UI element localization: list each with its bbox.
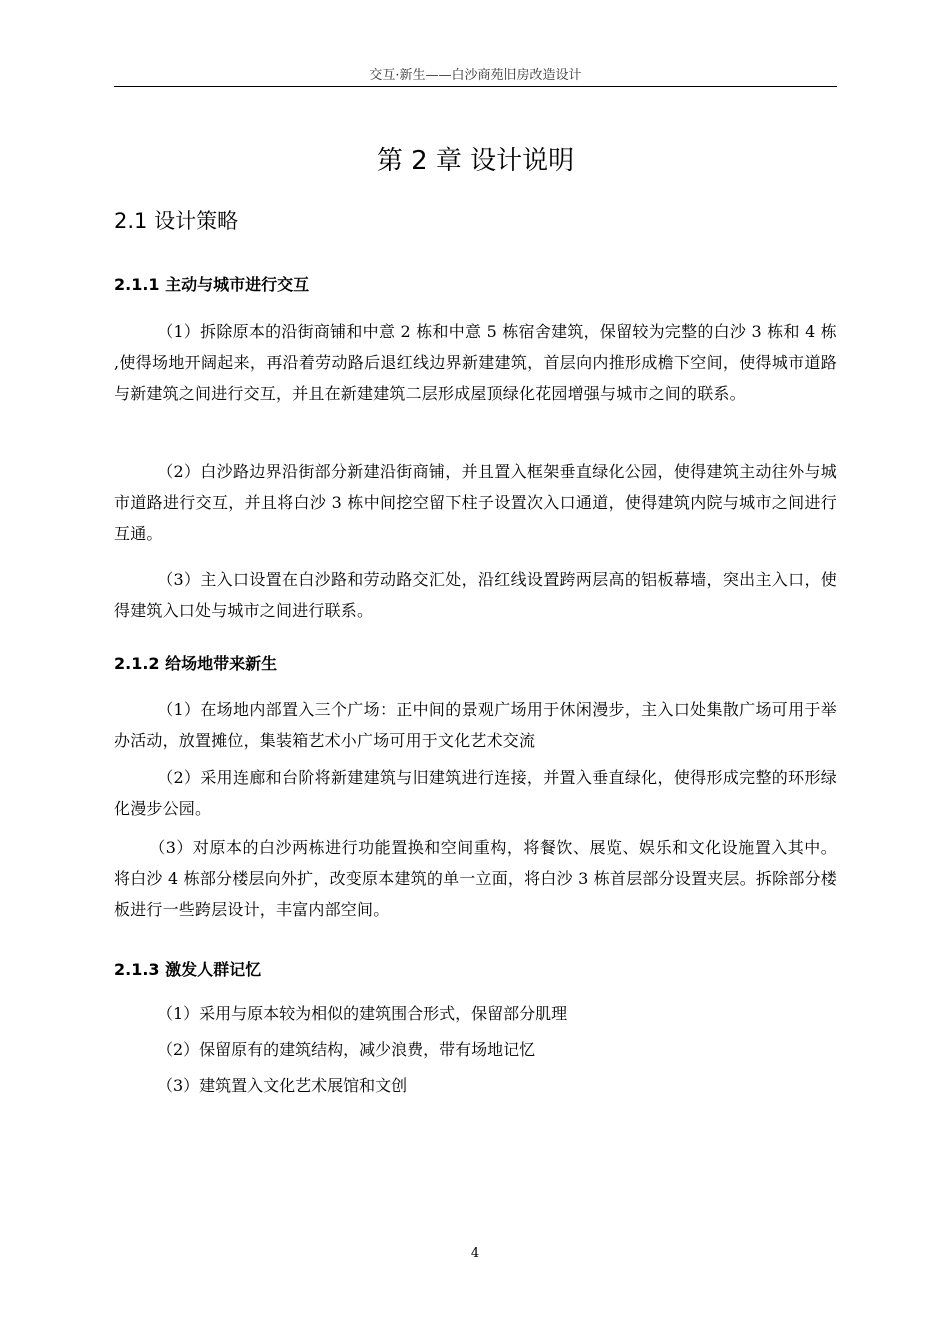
chapter-title: 第 2 章 设计说明 bbox=[376, 146, 575, 176]
paragraph: （1）在场地内部置入三个广场：正中间的景观广场用于休闲漫步，主入口处集散广场可用于举办活动，放置摊位，集装箱艺术小广场可用于文化艺术交流 bbox=[114, 700, 837, 750]
page-number: 4 bbox=[470, 1246, 480, 1261]
section-title: 2.1 设计策略 bbox=[114, 209, 239, 233]
subsection-title-2-1-1: 2.1.1 主动与城市进行交互 bbox=[114, 275, 310, 294]
list-item: （2）保留原有的建筑结构，减少浪费，带有场地记忆 bbox=[157, 1040, 536, 1059]
subsection-title-2-1-2: 2.1.2 给场地带来新生 bbox=[114, 654, 278, 673]
paragraph: （3）主入口设置在白沙路和劳动路交汇处，沿红线设置跨两层高的铝板幕墙，突出主入口，使得建筑入口处与城市之间进行联系。 bbox=[114, 570, 837, 620]
paragraph: （2）采用连廊和台阶将新建建筑与旧建筑进行连接，并置入垂直绿化，使得形成完整的环形绿化漫步公园。 bbox=[114, 768, 837, 818]
paragraph: （2）白沙路边界沿街部分新建沿街商铺，并且置入框架垂直绿化公园，使得建筑主动往外与城市道路进行交互，并且将白沙 3 栋中间挖空留下柱子设置次入口通道，使得建筑内院与城市之间进行互通。 bbox=[114, 462, 837, 543]
list-item: （1）采用与原本较为相似的建筑围合形式，保留部分肌理 bbox=[157, 1004, 568, 1023]
list-item: （3）建筑置入文化艺术展馆和文创 bbox=[157, 1076, 408, 1095]
running-header: 交互·新生——白沙商苑旧房改造设计 bbox=[369, 68, 582, 83]
subsection-title-2-1-3: 2.1.3 激发人群记忆 bbox=[114, 960, 262, 979]
paragraph: （3）对原本的白沙两栋进行功能置换和空间重构，将餐饮、展览、娱乐和文化设施置入其中。将白沙 4 栋部分楼层向外扩，改变原本建筑的单一立面，将白沙 3 栋首层部分设置夹层。拆除部分楼板进行一些跨层设计，丰富内部空间。 bbox=[114, 838, 837, 919]
paragraph: （1）拆除原本的沿街商铺和中意 2 栋和中意 5 栋宿舍建筑，保留较为完整的白沙 3 栋和 4 栋 ,使得场地开阔起来，再沿着劳动路后退红线边界新建建筑，首层向内推形成檐下空间，使得城市道路与新建筑之间进行交互，并且在新建建筑二层形成屋顶绿化花园增强与城市之间的联系。 bbox=[114, 322, 837, 403]
header-divider bbox=[114, 86, 837, 87]
